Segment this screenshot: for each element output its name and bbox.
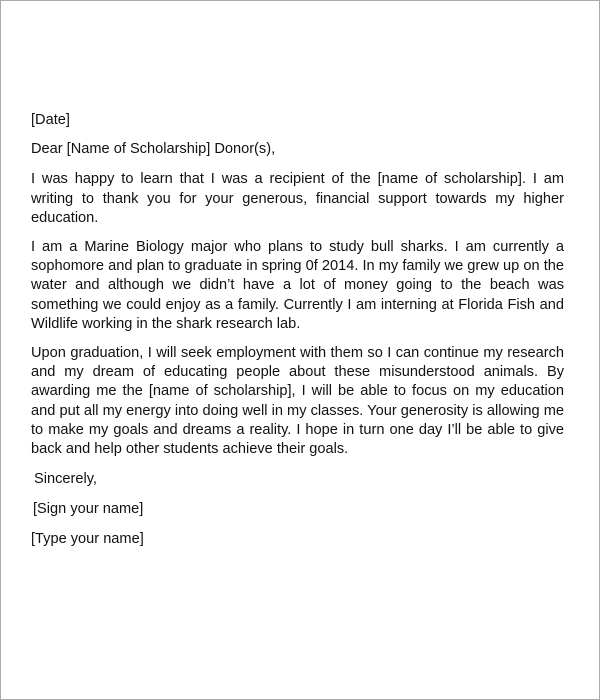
signature-placeholder: [Sign your name] <box>33 501 144 518</box>
letter-paragraph: I am a Marine Biology major who plans to study bull sharks. I am currently a sophomore and plan to graduate in spring 0f 2014. In my family we grew up on the water and although we didn’t have a lot of money going to the beach was something we could enjoy as a family. Currently I am interning at Florida Fish and Wildlife working in the shark research lab. <box>31 239 564 332</box>
letter-closing: Sincerely, <box>34 471 97 488</box>
letter-paragraph: Upon graduation, I will seek employment with them so I can continue my research and my dream of educating people about these misunderstood animals. By awarding me the [name of scholarship], I will be able to focus on my education and put all my energy into doing well in my classes. Your generosity is allowing me to make my goals and dreams a reality. I hope in turn one day I’ll be able to give back and help other students achieve their goals. <box>31 345 564 458</box>
letter-paragraph: I was happy to learn that I was a recipient of the [name of scholarship]. I am writing to thank you for your generous, financial support towards my higher education. <box>31 171 564 226</box>
letter-body <box>31 111 564 549</box>
letter-salutation: Dear [Name of Scholarship] Donor(s), <box>31 141 276 158</box>
typed-name-placeholder: [Type your name] <box>31 530 144 547</box>
letter-date: [Date] <box>31 112 70 128</box>
